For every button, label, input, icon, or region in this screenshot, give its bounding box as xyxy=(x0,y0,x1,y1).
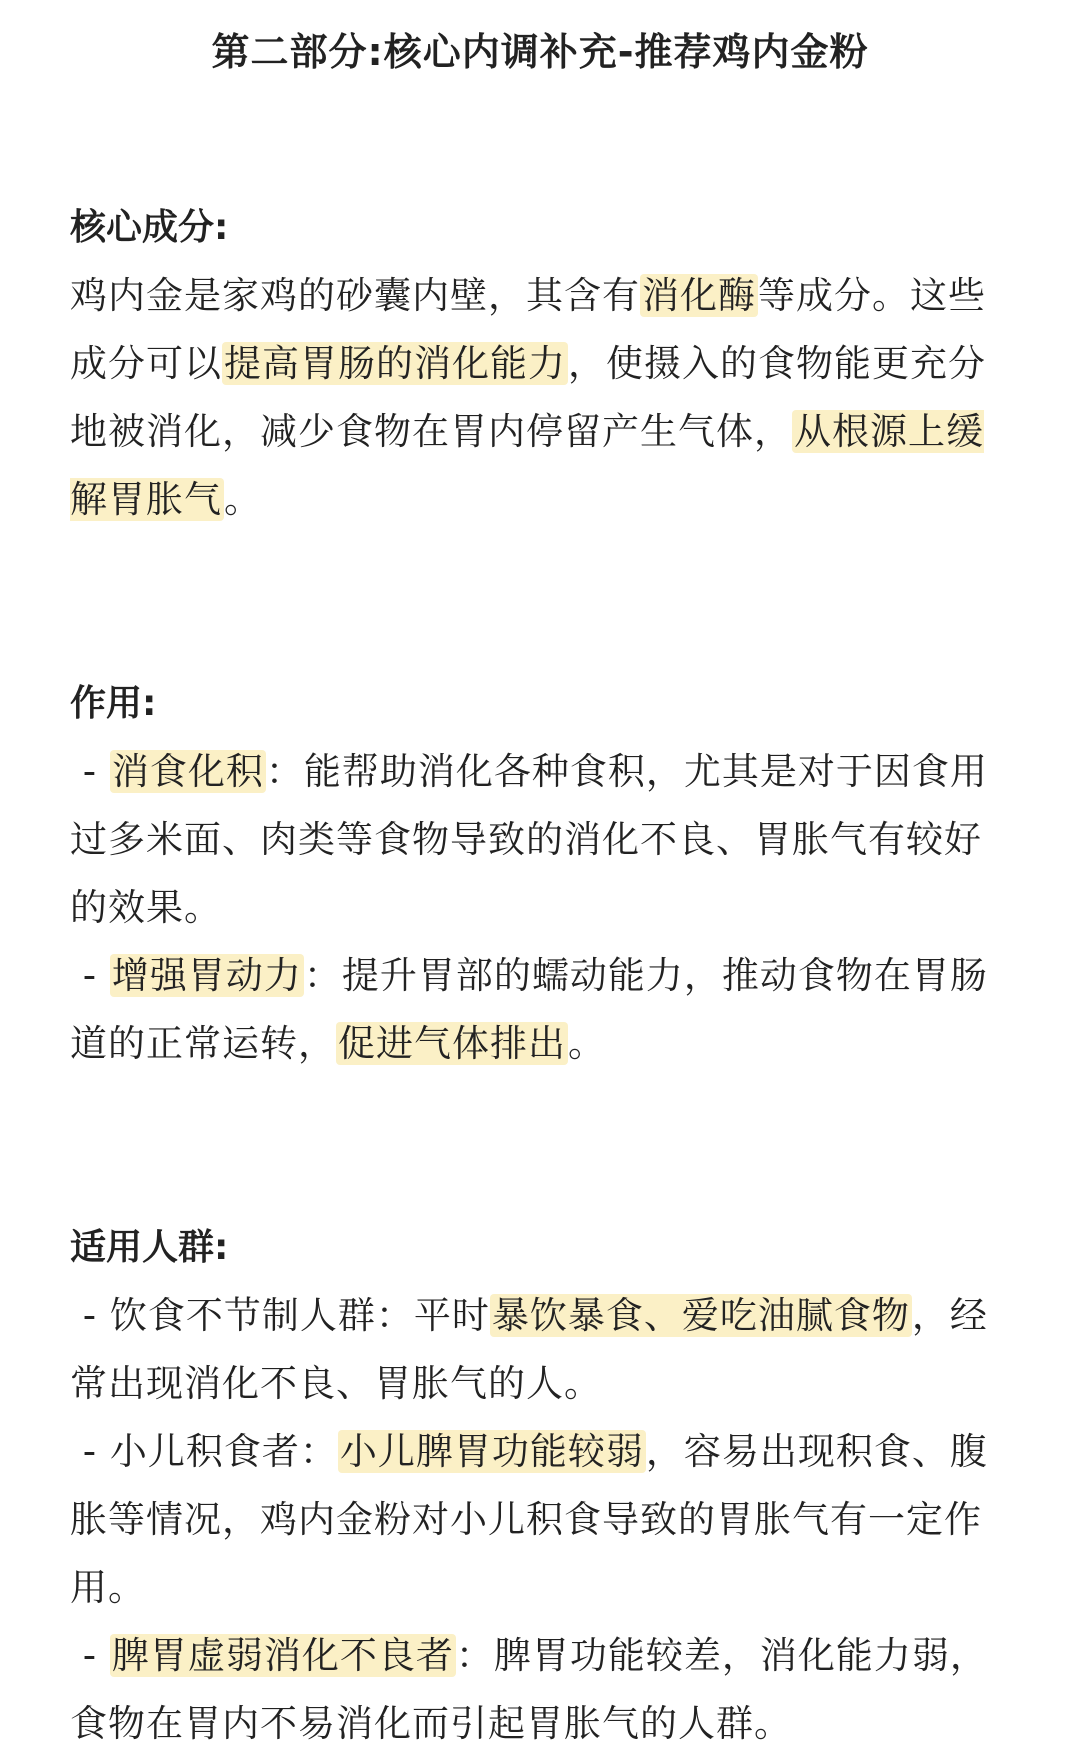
highlight-effect-title: 消食化积 xyxy=(111,750,264,793)
highlight-gas-expulsion: 促进气体排出 xyxy=(338,1022,566,1065)
section-ingredients xyxy=(70,194,1010,534)
highlight-digestive-enzymes: 消化酶 xyxy=(642,274,756,317)
bullet-dash: - xyxy=(70,954,110,997)
text-run: ，容易出现积食、腹胀等情况，鸡内金粉对小儿积食导致的胃胀气有一定作用。 xyxy=(70,1430,988,1609)
text-run: ：提升胃部的蠕动能力，推动食物在胃肠道的正常运转， xyxy=(70,954,988,1065)
audience-lead: - xyxy=(70,1634,110,1677)
audience-lead: - 饮食不节制人群：平时 xyxy=(70,1294,490,1337)
audience-item xyxy=(70,1418,1010,1622)
audience-item xyxy=(70,1622,1010,1758)
section-audience xyxy=(70,1214,1010,1758)
highlight-audience: 暴饮暴食、爱吃油腻食物 xyxy=(491,1294,910,1337)
section-heading-audience: 适用人群: xyxy=(70,1227,229,1268)
text-run: 。 xyxy=(568,1022,606,1065)
ingredients-paragraph xyxy=(70,262,1010,534)
text-run: 等成分。这些成分可以 xyxy=(70,274,986,385)
bullet-dash: - xyxy=(70,750,110,793)
text-run: 。 xyxy=(224,478,262,521)
text-run: 鸡内金是家鸡的砂囊内壁，其含有 xyxy=(70,274,640,317)
highlight-relieve-bloating: 从根源上缓解胃胀气 xyxy=(70,410,984,521)
section-heading-ingredients: 核心成分: xyxy=(70,207,229,248)
text-run: ，使摄入的食物能更充分地被消化，减少食物在胃内停留产生气体， xyxy=(70,342,986,453)
effect-item xyxy=(70,942,1010,1078)
page-title: 第二部分:核心内调补充-推荐鸡内金粉 xyxy=(211,30,869,74)
text-run: ：脾胃功能较差，消化能力弱，食物在胃内不易消化而引起胃胀气的人群。 xyxy=(70,1634,988,1745)
text-run: ：能帮助消化各种食积，尤其是对于因食用过多米面、肉类等食物导致的消化不良、胃胀气有较好的效果。 xyxy=(70,750,988,929)
audience-lead: - 小儿积食者： xyxy=(70,1430,338,1473)
section-spacer xyxy=(70,1078,1010,1214)
highlight-improve-digestion: 提高胃肠的消化能力 xyxy=(224,342,566,385)
section-spacer xyxy=(70,534,1010,670)
audience-item xyxy=(70,1282,1010,1418)
section-heading-effects: 作用: xyxy=(70,683,157,724)
section-effects xyxy=(70,670,1010,1078)
highlight-audience: 脾胃虚弱消化不良者 xyxy=(111,1634,454,1677)
highlight-audience: 小儿脾胃功能较弱 xyxy=(339,1430,644,1473)
effect-item xyxy=(70,738,1010,942)
text-run: ，经常出现消化不良、胃胀气的人。 xyxy=(70,1294,988,1405)
highlight-effect-title: 增强胃动力 xyxy=(111,954,302,997)
